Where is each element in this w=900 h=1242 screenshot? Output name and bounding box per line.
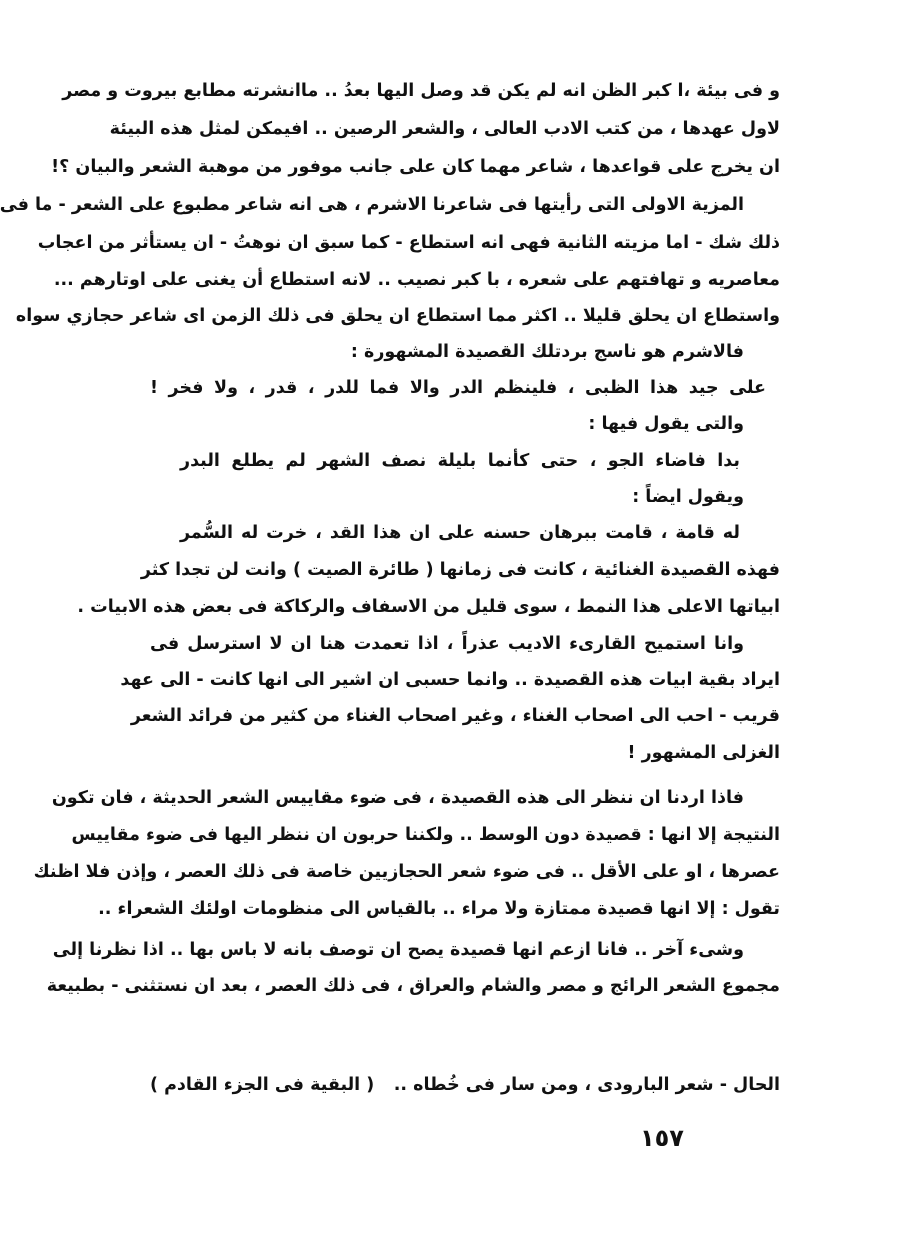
paragraph-gap xyxy=(150,772,780,780)
text-line: معاصريه و تهافتهم على شعره ، با كبر نصيب .. لانه استطاع أن يغنى على اوتارهم ... xyxy=(53,270,780,290)
text-line: فاذا اردنا ان ننظر الى هذه القصيدة ، فى ضوء مقاييس الشعر الحديثة ، فان تكون xyxy=(51,788,744,808)
verse-line: على جيد هذا الظبى ، فلينظم الدر والا فما للدر ، قدر ، ولا فخر ! xyxy=(150,378,766,398)
text-line: فالاشرم هو ناسج بردتلك القصيدة المشهورة : xyxy=(350,342,744,362)
text-line: المزية الاولى التى رأيتها فى شاعرنا الاشرم ، هى انه شاعر مطبوع على الشعر - ما فى xyxy=(0,195,744,215)
text-line: قريب - احب الى اصحاب الغناء ، وغير اصحاب الغناء من كثير من فرائد الشعر xyxy=(130,706,780,726)
text-line: ابياتها الاعلى هذا النمط ، سوى قليل من الاسفاف والركاكة فى بعض هذه الابيات . xyxy=(77,597,780,617)
verse-line: بدا فاضاء الجو ، حتى كأنما بليلة نصف الشهر لم يطلع البدر xyxy=(180,451,740,471)
text-line: واستطاع ان يحلق قليلا .. اكثر مما استطاع ان يحلق فى ذلك الزمن اى شاعر حجازي سواه xyxy=(15,306,780,326)
text-line: و فى بيئة ،ا كبر الظن انه لم يكن قد وصل اليها بعدُ .. ماانشرته مطابع بيروت و مصر xyxy=(62,81,780,101)
page-number: ١٥٧ xyxy=(640,1124,684,1152)
text-line: ان يخرج على قواعدها ، شاعر مهما كان على جانب موفور من موهبة الشعر والبيان ؟! xyxy=(51,157,780,177)
text-line: النتيجة إلا انها : قصيدة دون الوسط .. ولكننا حربون ان ننظر اليها فى ضوء مقاييس xyxy=(71,825,780,845)
text-line: ويقول ايضاً : xyxy=(632,487,744,507)
closing-text: الحال - شعر البارودى ، ومن سار فى خُطاه .. xyxy=(393,1075,780,1095)
text-line: والتى يقول فيها : xyxy=(588,414,744,434)
verse-line: له قامة ، قامت ببرهان حسنه على ان هذا القد ، خرت له السُّمر xyxy=(180,523,740,543)
closing-line xyxy=(150,1066,780,1104)
text-line: ايراد بقية ابيات هذه القصيدة .. وانما حسبى ان اشير الى انها كانت - الى عهد xyxy=(120,670,780,690)
text-line: عصرها ، او على الأقل .. فى ضوء شعر الحجازيين خاصة فى ذلك العصر ، وإذن فلا اظنك xyxy=(33,862,780,882)
text-line: الغزلى المشهور ! xyxy=(627,743,780,763)
text-line: تقول : إلا انها قصيدة ممتازة ولا مراء .. بالقياس الى منظومات اولئك الشعراء .. xyxy=(98,899,780,919)
text-line: وشىء آخر .. فانا ازعم انها قصيدة يصح ان توصف بانه لا باس بها .. اذا نظرنا إلى xyxy=(52,940,744,960)
text-line: فهذه القصيدة الغنائية ، كانت فى زمانها ( طائرة الصيت ) وانت لن تجدا كثر xyxy=(140,560,780,580)
text-line: ذلك شك - اما مزيته الثانية فهى انه استطاع - كما سبق ان نوهتُ - ان يستأثر من اعجاب xyxy=(37,233,780,253)
text-line: وانا استميح القارىء الاديب عذراً ، اذا تعمدت هنا ان لا استرسل فى xyxy=(150,634,744,654)
text-line: مجموع الشعر الرائج و مصر والشام والعراق ، فى ذلك العصر ، بعد ان نستثنى - بطبيعة xyxy=(46,976,780,996)
body-text xyxy=(0,72,780,1004)
text-line: لاول عهدها ، من كتب الادب العالى ، والشعر الرصين .. افيمكن لمثل هذه البيئة xyxy=(109,119,780,139)
continuation-note: ( البقية فى الجزء القادم ) xyxy=(150,1075,375,1095)
